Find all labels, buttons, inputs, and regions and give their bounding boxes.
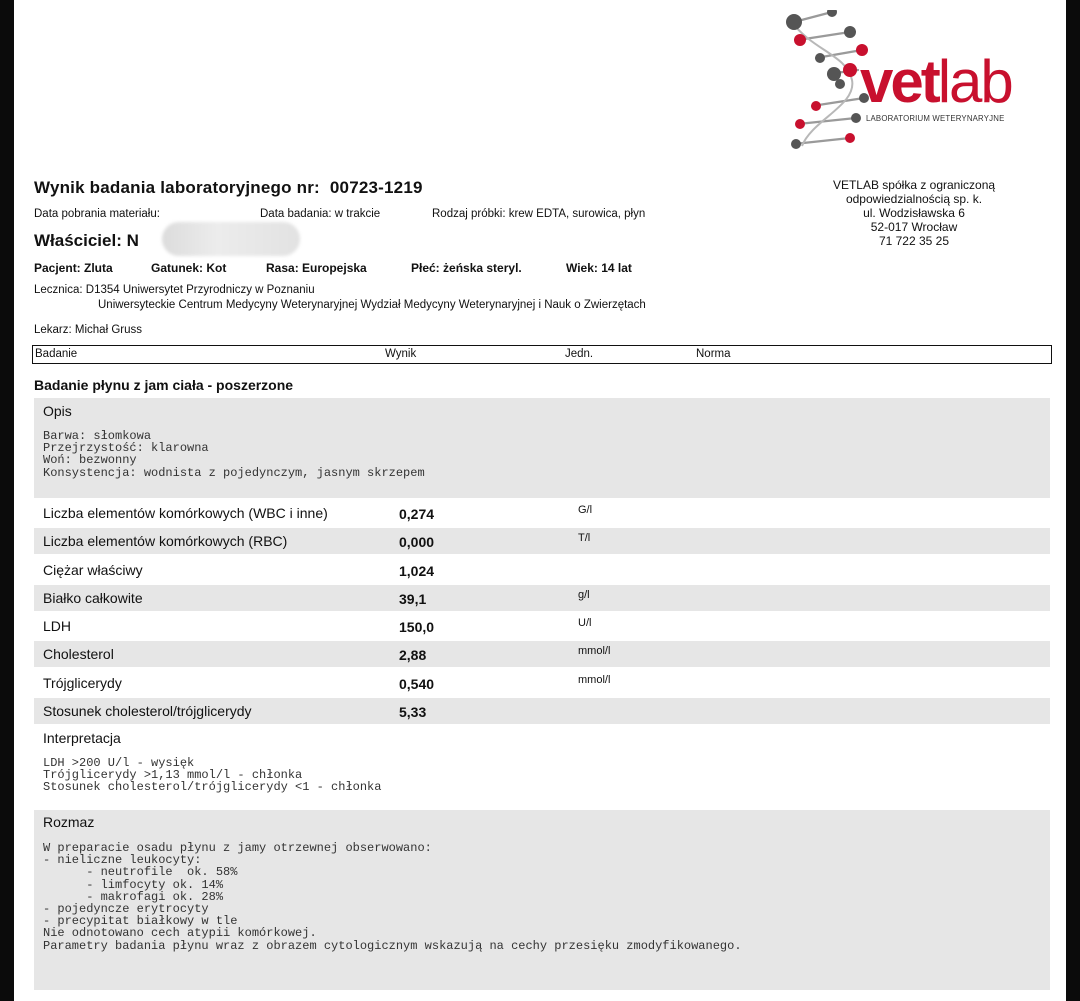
table-row: Liczba elementów komórkowych (RBC) 0,000 T/l	[34, 528, 1050, 554]
table-row: Białko całkowite 39,1 g/l	[34, 585, 1050, 611]
table-row: Liczba elementów komórkowych (WBC i inne) 0,274 G/l	[43, 504, 593, 522]
description-block	[34, 398, 1050, 498]
smear-text: W preparacie osadu płynu z jamy otrzewnej obserwowano: - nieliczne leukocyty: - neutrofile ok. 58% - limfocyty ok. 14% - makrofagi ok. 28% - pojedyncze erytrocyty - precypitat białkowy w tle Nie odnotowano cech atypii komórkowej. Parametry badania płynu wraz z obrazem cytologicznym wskazują na cechy przesięku zmodyfikowanego.	[43, 841, 742, 953]
header-norm: Norma	[696, 348, 731, 360]
date-collected-label: Data pobrania materiału:	[34, 208, 160, 220]
patient-species: Gatunek: Kot	[151, 261, 227, 275]
table-row: Cholesterol 2,88 mmol/l	[34, 641, 1050, 667]
interpretation-text: LDH >200 U/l - wysięk Trójglicerydy >1,13 mmol/l - chłonka Stosunek cholesterol/trójglicerydy <1 - chłonka	[43, 756, 382, 795]
table-row: Stosunek cholesterol/trójglicerydy 5,33	[34, 698, 1050, 724]
patient-breed: Rasa: Europejska	[266, 261, 367, 275]
table-row: Trójglicerydy 0,540 mmol/l	[43, 674, 611, 692]
company-address: VETLAB spółka z ograniczoną odpowiedzialnością sp. k. ul. Wodzisławska 6 52-017 Wrocław 71 722 35 25	[832, 178, 996, 248]
logo-subtitle: LABORATORIUM WETERYNARYJNE	[866, 113, 1005, 123]
date-tested: Data badania: w trakcie	[260, 208, 381, 220]
redaction-blur	[162, 222, 300, 256]
header-result: Wynik	[385, 348, 417, 360]
smear-label: Rozmaz	[43, 814, 95, 830]
section-title: Badanie płynu z jam ciała - poszerzone	[34, 377, 294, 393]
report-title: Wynik badania laboratoryjnego nr: 00723-1219	[34, 178, 423, 197]
header-test: Badanie	[35, 348, 78, 360]
patient-sex: Płeć: żeńska steryl.	[411, 261, 522, 275]
header-unit: Jedn.	[565, 348, 594, 360]
description-text: Barwa: słomkowa Przejrzystość: klarowna Woń: bezwonny Konsystencja: wodnista z pojedynczym, jasnym skrzepem	[43, 429, 425, 480]
doctor-name: Lekarz: Michał Gruss	[34, 324, 143, 336]
smear-block	[34, 810, 1050, 990]
table-row: Ciężar właściwy 1,024	[43, 562, 435, 579]
logo-wordmark: vetlab	[860, 48, 1012, 115]
sample-type: Rodzaj próbki: krew EDTA, surowica, płyn	[432, 208, 646, 220]
owner-name: Właściciel: N	[34, 231, 139, 250]
patient-age: Wiek: 14 lat	[566, 261, 632, 275]
interpretation-label: Interpretacja	[43, 730, 121, 746]
clinic-info: Lecznica: D1354 Uniwersytet Przyrodniczy w Poznaniu Uniwersyteckie Centrum Medycyny Weterynaryjnej Wydział Medycyny Weterynaryjnej i Nauk o Zwierzętach	[34, 284, 646, 311]
patient-name: Pacjent: Zluta	[34, 261, 113, 275]
description-label: Opis	[43, 403, 72, 419]
report-number: 00723-1219	[329, 178, 423, 197]
table-header	[32, 345, 1052, 364]
table-row: LDH 150,0 U/l	[43, 617, 592, 635]
report-page	[14, 0, 1066, 1001]
